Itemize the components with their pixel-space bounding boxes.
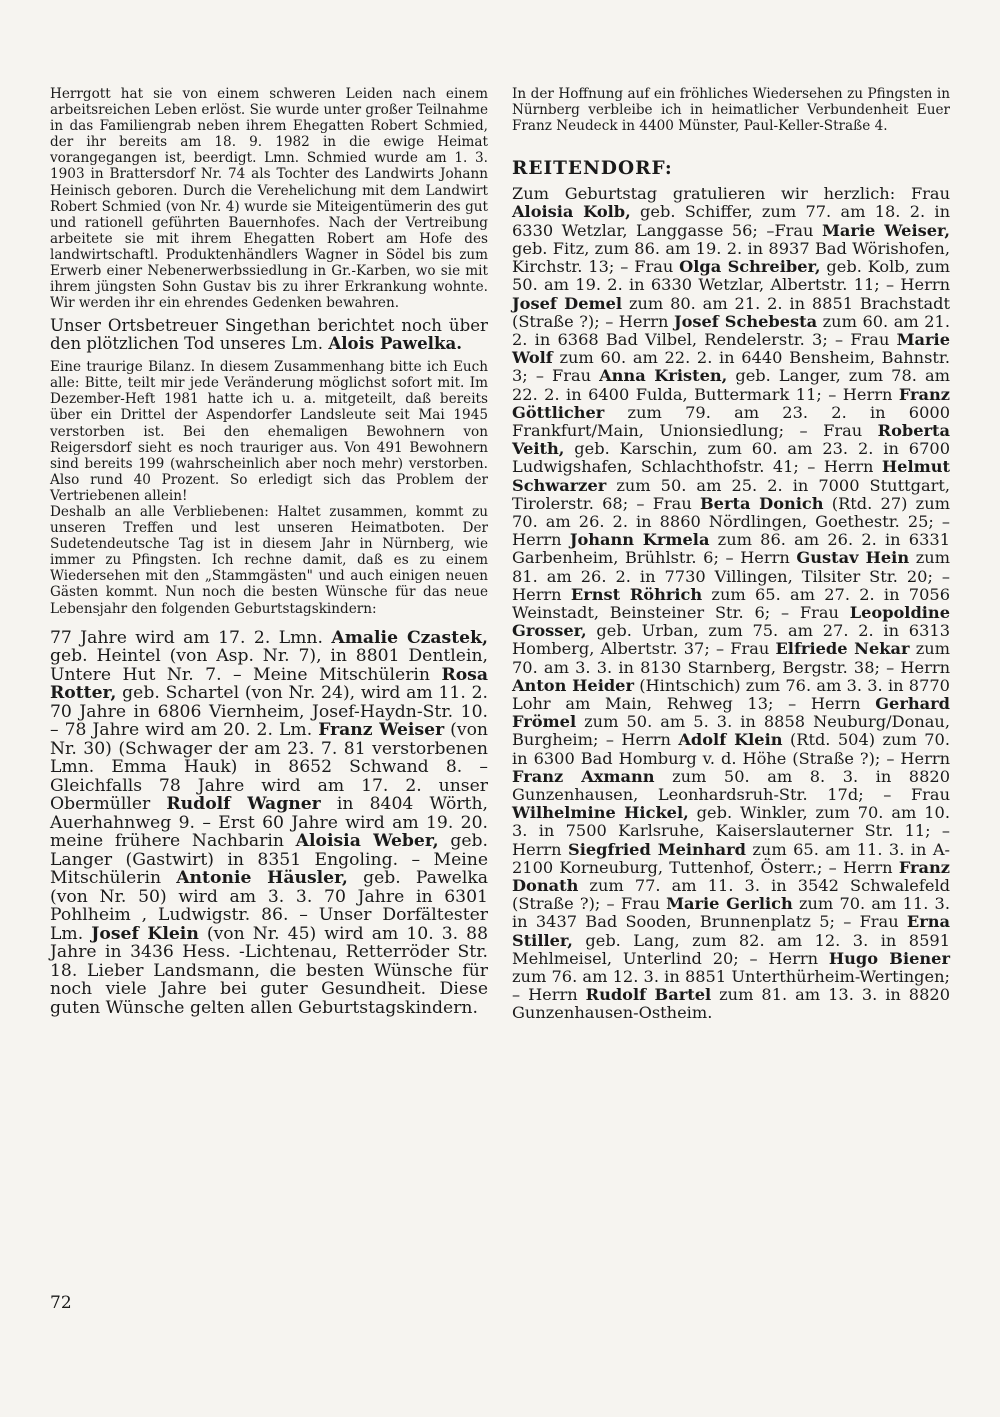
- person-name: Marie Wolf: [512, 329, 950, 368]
- text-run: zum 60. am 22. 2. in 6440 Bensheim, Bahnstr. 3; – Frau: [512, 348, 950, 386]
- text-run: zum 50. am 5. 3. in 8858 Neuburg/Donau, Burgheim; – Herrn: [512, 712, 950, 750]
- person-name: Franz Weiser: [318, 720, 445, 741]
- text-run: (Hintschich) zum 76. am 3. 3. in 8770 Lohr am Main, Rehweg 13; – Herrn: [512, 675, 950, 713]
- person-name: Anna Kristen,: [599, 366, 728, 386]
- person-name: Josef Demel: [512, 293, 623, 313]
- person-name: Josef Klein: [91, 923, 199, 944]
- person-name: Franz Göttlicher: [512, 384, 950, 422]
- person-name: Rosa Rotter,: [50, 664, 488, 704]
- deceased-name: Alois Pawelka.: [328, 333, 462, 354]
- person-name: Aloisia Kolb,: [512, 202, 631, 222]
- text-run: zum 50. am 8. 3. in 8820 Gunzenhausen, Leonhardsruh-Str. 17d; – Frau: [512, 766, 950, 804]
- text-run: geb. Langer, zum 78. am 22. 2. in 6400 Fulda, Buttermark 11; – Herrn: [512, 366, 950, 404]
- person-name: Rudolf Wagner: [166, 794, 321, 815]
- person-name: Leopoldine Grosser,: [512, 602, 950, 641]
- right-column: [512, 86, 950, 1023]
- person-name: Johann Krmela: [569, 530, 710, 550]
- person-name: Gerhard Frömel: [512, 693, 950, 732]
- birthday-paragraph-reitendorf: [512, 185, 950, 1022]
- text-run: zum 70. am 3. 3. in 8130 Starnberg, Bergstr. 38; – Herrn: [512, 639, 950, 677]
- text-run: geb. Heintel (von Asp. Nr. 7), in 8801 Dentlein, Untere Hut Nr. 7. – Meine Mitschülerin: [50, 646, 488, 685]
- text-run: 77 Jahre wird am 17. 2. Lmn.: [50, 627, 332, 648]
- person-name: Adolf Klein: [678, 730, 783, 750]
- text-run: geb. Urban, zum 75. am 27. 2. in 6313 Homberg, Albertstr. 37; – Frau: [512, 621, 950, 659]
- closing-paragraph: In der Hoffnung auf ein fröhliches Wiedersehen zu Pfingsten in Nürnberg verbleibe ich in heimatlicher Verbundenheit Euer Franz Neudeck in 4400 Münster, Paul-Keller-Straße 4.: [512, 86, 950, 135]
- person-name: Anton Heider: [512, 675, 634, 695]
- text-run: (von Nr. 45) wird am 10. 3. 88 Jahre in 3436 Hess. -Lichtenau, Retterröder Str. 18. Lieber Landsmann, die besten Wünsche für noch viele Jahre bei guter Gesundheit. Diese guten Wünsche gelten allen Geburtstagskindern.: [50, 923, 489, 1018]
- person-name: Hugo Biener: [828, 948, 950, 968]
- text-run: zum 80. am 21. 2. in 8851 Brachstadt (Straße ?); – Herrn: [512, 293, 950, 331]
- text-run: geb. Kolb, zum 50. am 19. 2. in 6330 Wetzlar, Albertstr. 11; – Herrn: [512, 257, 950, 295]
- text-run: (von Nr. 30) (Schwager der am 23. 7. 81 verstorbenen Lmn. Emma Hauk) in 8652 Schwand 8. – Gleichfalls 78 Jahre wird am 17. 2. unser Obermüller: [50, 720, 488, 815]
- left-column: [50, 86, 488, 1017]
- person-name: Helmut Schwarzer: [512, 457, 950, 495]
- text-run: zum 76. am 12. 3. in 8851 Unterthürheim-Wertingen; – Herrn: [512, 967, 950, 1005]
- text-run: geb. Schiffer, zum 77. am 18. 2. in 6330 Wetzlar, Langgasse 56; –Frau: [512, 202, 950, 240]
- text-run: zum 81. am 26. 2. in 7730 Villingen, Tilsiter Str. 20; – Herrn: [512, 548, 950, 604]
- person-name: Wilhelmine Hickel,: [512, 803, 689, 823]
- text-run: geb. Karschin, zum 60. am 23. 2. in 6700 Ludwigshafen, Schlachthofstr. 41; – Herrn: [512, 439, 950, 477]
- text-run: geb. Fitz, zum 86. am 19. 2. in 8937 Bad Wörishofen, Kirchstr. 13; – Frau: [512, 238, 950, 277]
- person-name: Amalie Czastek,: [331, 627, 488, 648]
- text-run: (Rtd. 27) zum 70. am 26. 2. in 8860 Nördlingen, Goethestr. 25; – Herrn: [512, 493, 950, 550]
- person-name: Franz Donath: [512, 857, 950, 895]
- text-run: in 8404 Wörth, Auerhahnweg 9. – Erst 60 Jahre wird am 19. 20. meine frühere Nachbarin: [50, 794, 488, 852]
- text-run: Zum Geburtstag gratulieren wir herzlich: Frau: [512, 184, 950, 204]
- text-run: zum 86. am 26. 2. in 6331 Garbenheim, Brühlstr. 6; – Herrn: [512, 530, 950, 568]
- text-run: zum 77. am 11. 3. in 3542 Schwalefeld (Straße ?); – Frau: [512, 876, 950, 914]
- text-run: geb. Schartel (von Nr. 24), wird am 11. 2. 70 Jahre in 6806 Viernheim, Josef-Haydn-Str. 10. – 78 Jahre wird am 20. 2. Lm.: [50, 683, 488, 741]
- text-run: (Rtd. 504) zum 70. in 6300 Bad Homburg v. d. Höhe (Straße ?); – Herrn: [512, 730, 950, 768]
- person-name: Josef Schebesta: [673, 311, 818, 331]
- person-name: Olga Schreiber,: [679, 257, 821, 277]
- person-name: Aloisia Weber,: [295, 831, 439, 852]
- page-number: 72: [50, 1293, 72, 1313]
- appeal-paragraph: Deshalb an alle Verbliebenen: Haltet zusammen, kommt zu unseren Treffen und lest unseren Heimatboten. Der Sudetendeutsche Tag ist in diesem Jahr in Nürnberg, wie immer zu Pfingsten. Ich rechne damit, daß es zu einem Wiedersehen mit den „Stammgästen" und auch einigen neuen Gästen kommt. Nun noch die besten Wünsche für das neue Lebensjahr den folgenden Geburtstagskindern:: [50, 503, 488, 617]
- person-name: Ernst Röhrich: [570, 584, 703, 604]
- ortsbetreuer-text: Unser Ortsbetreuer Singethan berichtet noch über den plötzlichen Tod unseres Lm.: [50, 316, 488, 354]
- text-run: zum 70. am 11. 3. in 3437 Bad Sooden, Brunnenplatz 5; – Frau: [512, 894, 950, 932]
- person-name: Roberta Veith,: [512, 420, 950, 459]
- person-name: Siegfried Meinhard: [568, 839, 746, 859]
- person-name: Erna Stiller,: [512, 912, 950, 950]
- text-run: zum 65. am 11. 3. in A-2100 Korneuburg, Tuttenhof, Österr.; – Herrn: [512, 839, 950, 877]
- person-name: Gustav Hein: [796, 548, 910, 568]
- person-name: Elfriede Nekar: [775, 639, 910, 659]
- text-run: zum 60. am 21. 2. in 6368 Bad Vilbel, Rendelerstr. 3; – Frau: [512, 311, 951, 349]
- birthday-paragraph-aspendorf: [50, 629, 488, 1018]
- text-run: geb. Langer (Gastwirt) in 8351 Engoling. – Meine Mitschülerin: [50, 831, 489, 889]
- text-run: zum 79. am 23. 2. in 6000 Frankfurt/Main, Unionsiedlung; – Frau: [512, 402, 950, 440]
- text-run: zum 50. am 25. 2. in 7000 Stuttgart, Tirolerstr. 68; – Frau: [512, 475, 950, 513]
- ortsbetreuer-paragraph: [50, 317, 488, 353]
- text-run: geb. Pawelka (von Nr. 50) wird am 3. 3. 70 Jahre in 6301 Pohlheim , Ludwigstr. 86. – Unser Dorfältester Lm.: [50, 868, 488, 944]
- text-run: zum 81. am 13. 3. in 8820 Gunzenhausen-Ostheim.: [512, 985, 951, 1023]
- bilanz-paragraph: Eine traurige Bilanz. In diesem Zusammenhang bitte ich Euch alle: Bitte, teilt mir jede Veränderung möglichst sofort mit. Im Dezember-Heft 1981 hatte ich u. a. mitgeteilt, daß bereits über ein Drittel der Aspendorfer Landsleute seit Mai 1945 verstorben ist. Bei den ehemaligen Bewohnern von Reigersdorf sieht es noch trauriger aus. Von 491 Bewohnern sind bereits 199 (wahrscheinlich aber noch mehr) verstorben. Also rund 40 Prozent. So erledigt sich das Problem der Vertriebenen allein!: [50, 359, 488, 504]
- person-name: Marie Weiser,: [821, 220, 950, 240]
- text-run: geb. Lang, zum 82. am 12. 3. in 8591 Mehlmeisel, Unterlind 20; – Herrn: [512, 930, 950, 968]
- obituary-paragraph: Herrgott hat sie von einem schweren Leiden nach einem arbeitsreichen Leben erlöst. Sie wurde unter großer Teilnahme in das Familiengrab neben ihrem Ehegatten Robert Schmied, der ihr bereits am 18. 9. 1982 in die ewige Heimat vorangegangen ist, beerdigt. Lmn. Schmied wurde am 1. 3. 1903 in Brattersdorf Nr. 74 als Tochter des Landwirts Johann Heinisch geboren. Durch die Verehelichung mit dem Landwirt Robert Schmied (von Nr. 4) wurde sie Miteigentümerin des gut und rationell geführten Bauernhofes. Nach der Vertreibung arbeitete sie mit ihrem Ehegatten Robert am Hofe des landwirtschaftl. Produktenhändlers Wagner in Södel bis zum Erwerb einer Nebenerwerbssiedlung in Gr.-Karben, wo sie mit ihrem jüngsten Sohn Gustav bis zu ihrer Erkrankung wohnte. Wir werden ihr ein ehrendes Gedenken bewahren.: [50, 86, 489, 312]
- section-heading-reitendorf: REITENDORF:: [512, 158, 673, 180]
- person-name: Marie Gerlich: [666, 894, 793, 914]
- person-name: Rudolf Bartel: [585, 985, 712, 1005]
- text-run: geb. Winkler, zum 70. am 10. 3. in 7500 Karlsruhe, Kaiserslauterner Str. 11; – Herrn: [512, 803, 950, 859]
- text-run: zum 65. am 27. 2. in 7056 Weinstadt, Beinsteiner Str. 6; – Frau: [512, 584, 950, 622]
- person-name: Berta Donich: [699, 493, 824, 513]
- person-name: Franz Axmann: [512, 766, 655, 786]
- person-name: Antonie Häusler,: [176, 868, 348, 889]
